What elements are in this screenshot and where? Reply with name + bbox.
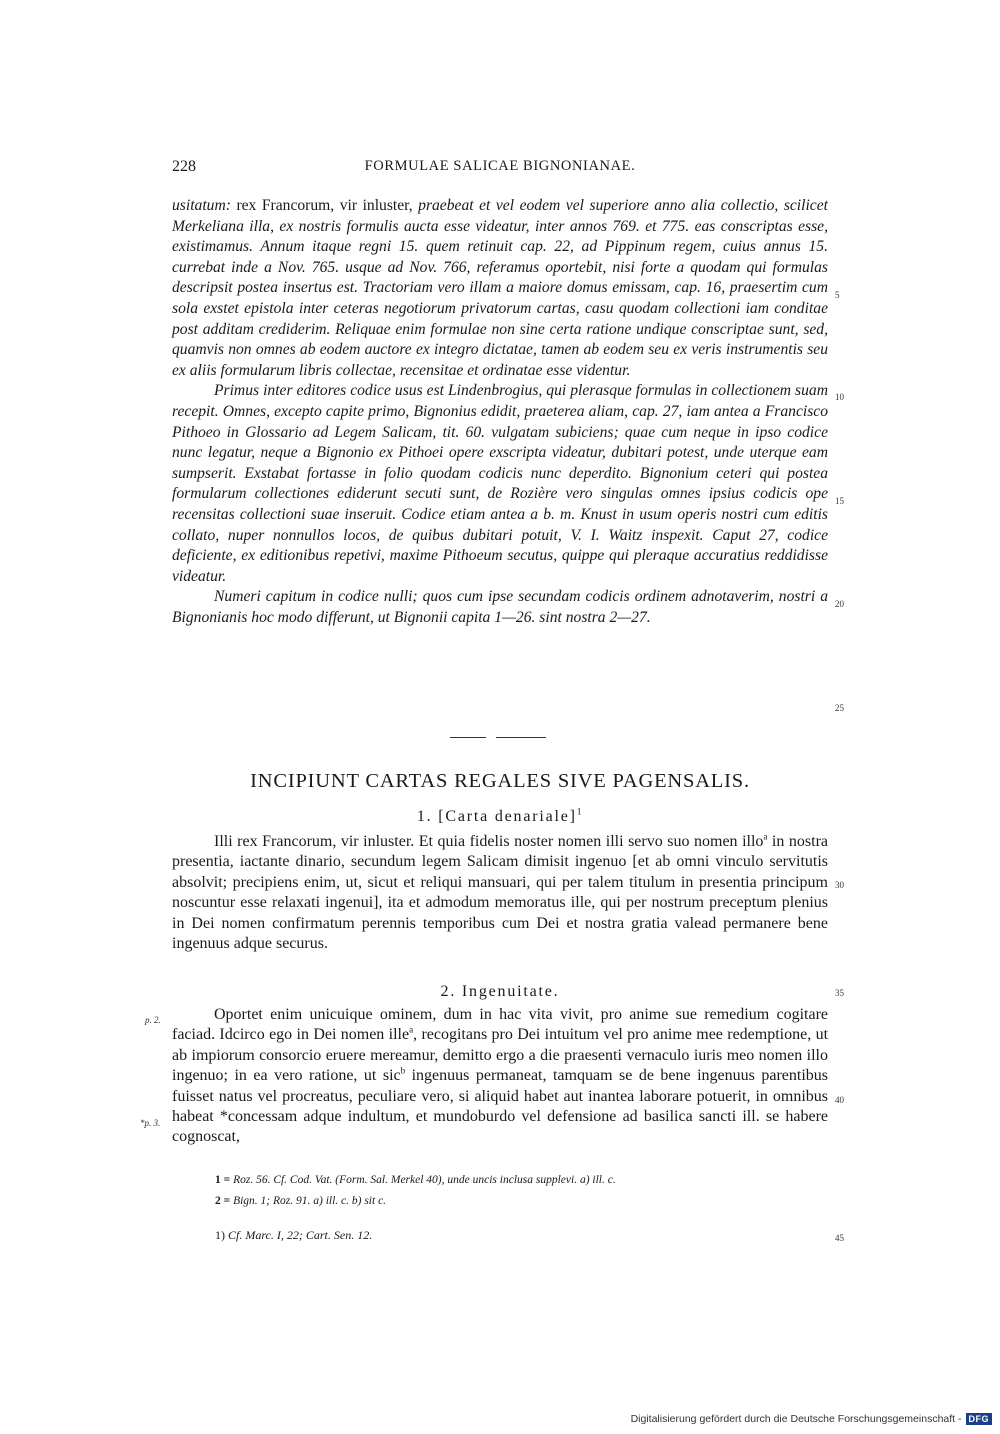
- line-number: 35: [835, 988, 844, 998]
- running-header: [172, 158, 828, 180]
- credit-text: Digitalisierung gefördert durch die Deutsche Forschungsgemeinschaft -: [630, 1413, 962, 1425]
- chapter-1-heading-text: 1. [Carta denariale]: [416, 808, 577, 825]
- chapter-2-heading: 2. Ingenuitate.: [440, 983, 560, 1000]
- chapter-2-text-b: , recogitans pro Dei intuitum vel pro anime mee redemptione, ut ab impiorum consorcio eruere mereamur, demitto ergo a die praesenti vernaculo iuris meo nomen illo ingenuo; in ea vero ratione, ut sic: [172, 1026, 829, 1085]
- apparatus-note-1: [215, 1170, 825, 1191]
- apparatus-notes: [215, 1170, 825, 1212]
- line-number: 25: [835, 703, 844, 713]
- chapter-1-text: [172, 832, 828, 954]
- apparatus-note-number: 2 =: [215, 1195, 234, 1207]
- section-title: INCIPIUNT CARTAS REGALES SIVE PAGENSALIS.: [250, 770, 750, 792]
- intro-text: [172, 196, 828, 628]
- chapter-2-paragraph: [172, 1005, 828, 1148]
- intro-paragraph-3: Numeri capitum in codice nulli; quos cum ipse secundam codicis ordinem adnotaverim, nostri a Bignonianis hoc modo differunt, ut Bignonii capita 1—26. sint nostra 2—27.: [172, 588, 828, 626]
- footnote: [215, 1228, 372, 1243]
- line-number: 15: [835, 496, 844, 506]
- chapter-1-paragraph: [172, 832, 828, 954]
- margin-page-ref: p. 2.: [145, 1015, 161, 1025]
- apparatus-marker: a: [763, 831, 768, 842]
- page-number: 228: [172, 158, 196, 175]
- section-separator: [450, 737, 546, 738]
- line-number: 40: [835, 1095, 844, 1105]
- intro-p1-upright: rex Francorum, vir inluster,: [236, 197, 419, 214]
- line-number: 10: [835, 392, 844, 402]
- intro-paragraph-1: [172, 196, 828, 381]
- apparatus-note-2: [215, 1191, 825, 1212]
- line-number: 5: [835, 290, 840, 300]
- apparatus-marker: b: [400, 1065, 406, 1076]
- intro-p1-rest: praebeat et vel eodem vel superiore anno alia collectio, scilicet Merkeliana illa, ex nostris formulis aucta esse videatur, inter annos 769. et 775. eas conscriptas esse, existimamus. Annum itaque regni 15. quem retinuit cap. 22, ad Pippinum regem, cuius annus 15. currebat inde a Nov. 765. usque ad Nov. 766, referamus oportebit, nisi forte a quodam qui formulas descripsit postea insertus est. Tractoriam vero illam a maiore domus emissam, cap. 16, praesertim cum sola exstet epistola inter ceteras negotiorum privatorum cartas, casu quodam collectioni iam conditae post additam crediderim. Reliquae enim formulae non sine certa ratione undique conscriptae sunt, sed, quamvis non omnes ab eodem auctore ex integro dictatae, tamen ab eodem seu ex veris instrumentis seu ex aliis formularum libris collectae, recensitae et ordinatae esse videntur.: [172, 197, 828, 379]
- chapter-1-heading: [172, 808, 828, 826]
- intro-paragraph-2: Primus inter editores codice usus est Lindenbrogius, qui plerasque formulas in collectionem suam recepit. Omnes, excepto capite primo, Bignonius edidit, praeterea aliam, cap. 27, iam antea a Francisco Pithoeo in Glossario ad Legem Salicam, tit. 60. vulgatam subiciens; quae cum neque in ipso codice nunc legatur, neque a Bignonio ex Pithoei opere exscripta videatur, dubitari potest, unde uterque eam sumpserit. Exstabat fortasse in folio quodam codicis nunc deperdito. Bignonium ceteri qui postea formularum collectiones ediderunt secuti sunt, de Rozière vero singulas omnes ipsius codicis ope recensitas collectioni suae inseruit. Codice etiam antea a b. m. Knust in usum operis nostri cum editis collato, nuper nonnullos locos, de quibus dubitari potuit, V. I. Waitz inspexit. Caput 27, codice deficiente, ex editionibus repetivi, maxime Pithoeum secutus, quippe qui pleraque accuratius reddidisse videatur.: [172, 382, 828, 585]
- running-title: FORMULAE SALICAE BIGNONIANAE.: [364, 158, 636, 174]
- digitization-credit: [631, 1410, 992, 1428]
- intro-p1-lead: usitatum:: [172, 197, 237, 214]
- apparatus-note-text: Bign. 1; Roz. 91. a) ill. c. b) sit c.: [233, 1195, 387, 1207]
- chapter-2-text: [172, 1005, 828, 1148]
- chapter-1-text-b: in nostra presentia, iactante dinario, secundum legem Salicam dimisit ingenuo [et ab omni vinculo servitutis absolvit; precipiens enim, ut, sicut et reliqui mansuari, qui per talem titulum in presentia principum noscuntur esse relaxati ingenui], ita et admodum memoratus ille, qui per nostrum preceptum plenius in Dei nomen confirmatum perennis temporibus cum Dei et nostra gratia valead permanere bene ingenuus adque securus.: [172, 833, 828, 953]
- line-number: 45: [835, 1233, 844, 1243]
- chapter-2-text-a: Oportet enim unicuique ominem, dum in hac vita vivit, pro anime sue remedium cogitare faciad. Idcirco ego in Dei nomen ille: [172, 1006, 828, 1044]
- apparatus-note-number: 1 =: [215, 1174, 234, 1186]
- margin-page-ref: *p. 3.: [140, 1118, 161, 1128]
- footnote-text: Cf. Marc. I, 22; Cart. Sen. 12.: [228, 1228, 373, 1242]
- chapter-1-text-a: Illi rex Francorum, vir inluster. Et quia fidelis noster nomen illi servo suo nomen illo: [214, 833, 764, 850]
- apparatus-marker: a: [409, 1025, 414, 1036]
- footnote-marker: 1: [576, 806, 584, 817]
- dfg-logo: DFG: [966, 1413, 993, 1425]
- chapter-2-text-c: ingenuus permaneat, tamquam se de bene ingenuus parentibus fuisset natus vel procreatus, peculiare vero, si aliquid habet aut inantea laborare potuerit, in omnibus habeat *concessam adque indultum, et mundoburdo vel defensione ad basilica sancti ill. se habere cognoscat,: [172, 1067, 828, 1146]
- apparatus-note-text: Roz. 56. Cf. Cod. Vat. (Form. Sal. Merkel 40), unde uncis inclusa supplevi. a) ill. c.: [233, 1174, 616, 1186]
- line-number: 30: [835, 880, 844, 890]
- separator-gap: [486, 737, 496, 741]
- footnote-number: 1): [215, 1228, 228, 1242]
- line-number: 20: [835, 599, 844, 609]
